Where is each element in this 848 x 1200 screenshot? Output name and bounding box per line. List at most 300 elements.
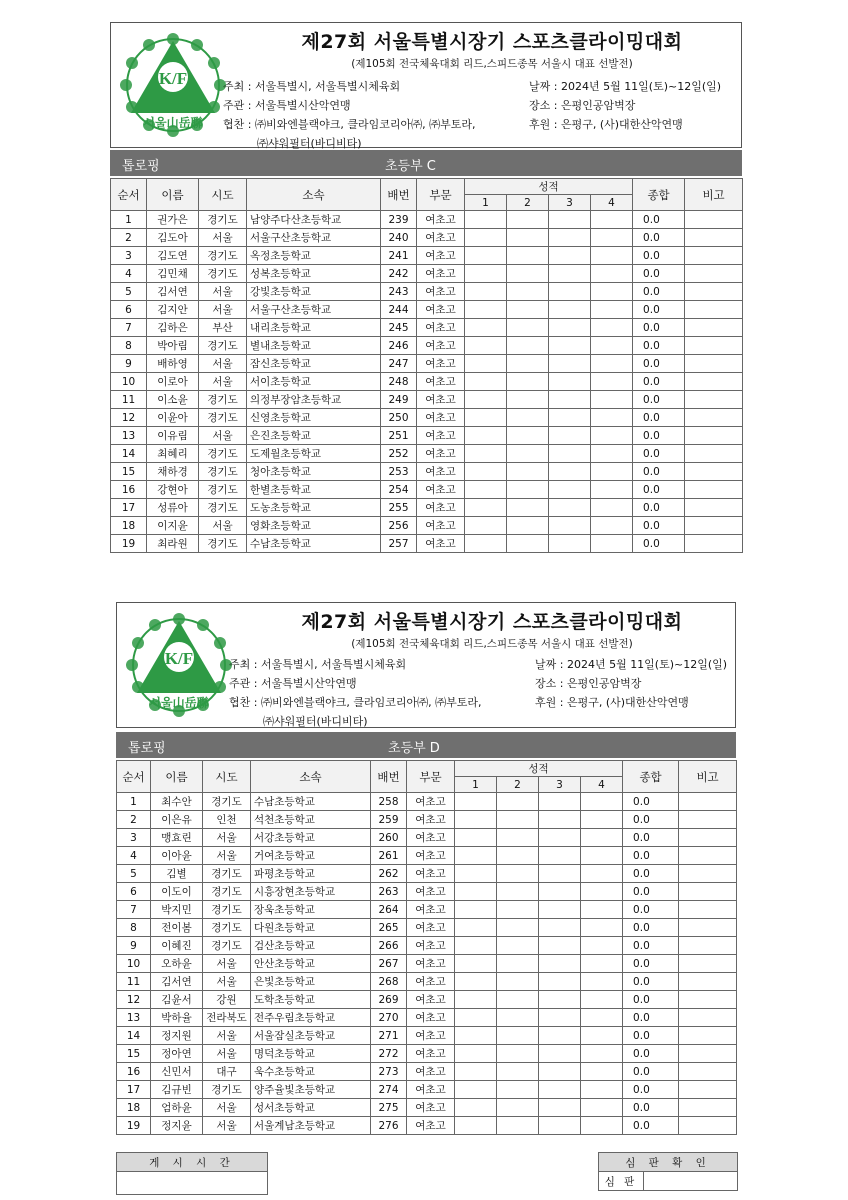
row-note	[685, 409, 743, 427]
row-round-4	[591, 229, 633, 247]
row-round-4	[591, 283, 633, 301]
row-round-2	[507, 211, 549, 229]
row-name: 김규빈	[151, 1081, 203, 1099]
row-bib: 260	[371, 829, 407, 847]
row-note	[679, 955, 737, 973]
results-body	[111, 211, 743, 553]
row-affiliation: 거여초등학교	[251, 847, 371, 865]
row-affiliation: 수남초등학교	[251, 793, 371, 811]
row-bib: 275	[371, 1099, 407, 1117]
row-round-2	[497, 811, 539, 829]
row-bib: 246	[381, 337, 417, 355]
row-region: 부산	[199, 319, 247, 337]
row-round-3	[539, 937, 581, 955]
row-round-3	[539, 793, 581, 811]
row-region: 서울	[199, 355, 247, 373]
row-round-2	[497, 1063, 539, 1081]
row-round-1	[465, 229, 507, 247]
row-name: 정지윤	[151, 1117, 203, 1135]
row-round-4	[581, 811, 623, 829]
row-round-4	[581, 1045, 623, 1063]
row-round-3	[539, 1027, 581, 1045]
row-bib: 247	[381, 355, 417, 373]
row-name: 김지안	[147, 301, 199, 319]
row-region: 경기도	[203, 793, 251, 811]
row-total: 0.0	[623, 937, 679, 955]
row-note	[679, 865, 737, 883]
row-region: 서울	[199, 517, 247, 535]
row-round-2	[497, 883, 539, 901]
row-round-2	[497, 793, 539, 811]
row-round-2	[507, 481, 549, 499]
row-category: 여초고	[407, 829, 455, 847]
row-category: 여초고	[417, 337, 465, 355]
row-round-2	[507, 535, 549, 553]
row-region: 경기도	[199, 445, 247, 463]
row-note	[685, 247, 743, 265]
row-note	[685, 265, 743, 283]
row-name: 이소윤	[147, 391, 199, 409]
row-affiliation: 도제월초등학교	[247, 445, 381, 463]
row-name: 이혜진	[151, 937, 203, 955]
row-name: 이지윤	[147, 517, 199, 535]
row-round-4	[581, 1117, 623, 1135]
row-round-1	[465, 409, 507, 427]
row-round-1	[465, 265, 507, 283]
row-total: 0.0	[633, 535, 685, 553]
row-round-3	[539, 1081, 581, 1099]
group-name: 초등부 D	[388, 741, 440, 756]
judge-signature	[644, 1172, 738, 1191]
row-region: 경기도	[199, 337, 247, 355]
row-total: 0.0	[633, 481, 685, 499]
logo-caption: 서울山岳聯	[149, 696, 209, 710]
row-no: 11	[117, 973, 151, 991]
row-affiliation: 내리초등학교	[247, 319, 381, 337]
table-row	[117, 829, 737, 847]
row-category: 여초고	[407, 1027, 455, 1045]
row-round-1	[455, 793, 497, 811]
row-round-1	[455, 919, 497, 937]
row-round-3	[539, 973, 581, 991]
row-region: 전라북도	[203, 1009, 251, 1027]
row-category: 여초고	[417, 463, 465, 481]
row-affiliation: 강빛초등학교	[247, 283, 381, 301]
judge-label: 심 판	[599, 1172, 644, 1191]
table-row	[111, 229, 743, 247]
row-name: 김하은	[147, 319, 199, 337]
row-bib: 274	[371, 1081, 407, 1099]
row-round-2	[507, 265, 549, 283]
row-round-1	[465, 211, 507, 229]
event-band	[110, 150, 742, 176]
row-round-1	[455, 1063, 497, 1081]
header-bib: 배번	[371, 761, 407, 793]
row-category: 여초고	[417, 481, 465, 499]
row-total: 0.0	[623, 991, 679, 1009]
row-round-4	[581, 883, 623, 901]
header-round-2: 2	[507, 195, 549, 211]
table-row	[111, 211, 743, 229]
posting-time-label: 게 시 시 간	[117, 1153, 268, 1172]
row-round-2	[497, 1117, 539, 1135]
row-affiliation: 도학초등학교	[251, 991, 371, 1009]
row-round-3	[549, 391, 591, 409]
row-no: 8	[111, 337, 147, 355]
row-round-4	[591, 481, 633, 499]
row-affiliation: 안산초등학교	[251, 955, 371, 973]
row-no: 17	[111, 499, 147, 517]
venue-text: 장소 : 은평인공암벽장	[535, 677, 642, 690]
row-category: 여초고	[407, 811, 455, 829]
row-category: 여초고	[407, 973, 455, 991]
row-bib: 240	[381, 229, 417, 247]
row-round-2	[507, 337, 549, 355]
row-affiliation: 장욱초등학교	[251, 901, 371, 919]
row-no: 3	[111, 247, 147, 265]
row-affiliation: 서울구산초등학교	[247, 229, 381, 247]
row-affiliation: 욱수초등학교	[251, 1063, 371, 1081]
row-category: 여초고	[407, 955, 455, 973]
row-round-1	[455, 1027, 497, 1045]
row-category: 여초고	[407, 793, 455, 811]
row-round-3	[539, 883, 581, 901]
row-note	[679, 919, 737, 937]
row-round-3	[539, 901, 581, 919]
row-total: 0.0	[623, 973, 679, 991]
row-round-1	[465, 445, 507, 463]
table-row	[111, 283, 743, 301]
row-name: 김도연	[147, 247, 199, 265]
event-info-left	[229, 655, 481, 731]
row-no: 17	[117, 1081, 151, 1099]
header-score: 성적	[455, 761, 623, 777]
row-region: 서울	[199, 283, 247, 301]
row-name: 이아윤	[151, 847, 203, 865]
row-region: 경기도	[199, 247, 247, 265]
row-round-3	[539, 1117, 581, 1135]
row-name: 박아림	[147, 337, 199, 355]
row-region: 경기도	[203, 865, 251, 883]
row-no: 2	[117, 811, 151, 829]
row-category: 여초고	[417, 355, 465, 373]
row-bib: 242	[381, 265, 417, 283]
row-bib: 241	[381, 247, 417, 265]
row-note	[679, 1081, 737, 1099]
row-round-1	[465, 427, 507, 445]
row-affiliation: 잠신초등학교	[247, 355, 381, 373]
row-note	[685, 427, 743, 445]
row-bib: 250	[381, 409, 417, 427]
row-affiliation: 양주율빛초등학교	[251, 1081, 371, 1099]
row-name: 이로아	[147, 373, 199, 391]
row-name: 배하영	[147, 355, 199, 373]
row-note	[679, 1117, 737, 1135]
result-sheet-c	[110, 22, 742, 572]
row-region: 서울	[203, 955, 251, 973]
row-round-1	[455, 811, 497, 829]
row-round-2	[497, 1099, 539, 1117]
row-round-4	[591, 211, 633, 229]
row-total: 0.0	[623, 955, 679, 973]
row-round-1	[465, 301, 507, 319]
row-region: 경기도	[199, 265, 247, 283]
row-region: 경기도	[199, 481, 247, 499]
row-affiliation: 성서초등학교	[251, 1099, 371, 1117]
row-no: 12	[117, 991, 151, 1009]
header-round-3: 3	[549, 195, 591, 211]
posting-time-box	[116, 1152, 268, 1195]
organizer-text: 주관 : 서울특별시산악연맹	[223, 99, 351, 112]
sponsor-text-2: ㈜샤워필터(바디비타)	[263, 715, 368, 728]
row-round-1	[455, 1117, 497, 1135]
row-bib: 256	[381, 517, 417, 535]
row-note	[679, 1063, 737, 1081]
row-round-2	[497, 847, 539, 865]
row-category: 여초고	[417, 247, 465, 265]
row-round-3	[549, 535, 591, 553]
table-row	[117, 1009, 737, 1027]
host-text: 주최 : 서울특별시, 서울특별시체육회	[229, 658, 407, 671]
row-bib: 262	[371, 865, 407, 883]
date-text: 날짜 : 2024년 5월 11일(토)~12일(일)	[535, 658, 728, 671]
table-row	[111, 247, 743, 265]
row-affiliation: 도농초등학교	[247, 499, 381, 517]
row-round-4	[591, 535, 633, 553]
sponsor-text-2: ㈜샤워필터(바디비타)	[257, 137, 362, 150]
support-text: 후원 : 은평구, (사)대한산악연맹	[535, 696, 689, 709]
row-no: 14	[111, 445, 147, 463]
row-category: 여초고	[407, 883, 455, 901]
header-round-2: 2	[497, 777, 539, 793]
row-round-3	[549, 247, 591, 265]
row-total: 0.0	[623, 1099, 679, 1117]
row-no: 19	[117, 1117, 151, 1135]
row-affiliation: 한별초등학교	[247, 481, 381, 499]
row-round-1	[465, 355, 507, 373]
row-round-3	[539, 847, 581, 865]
row-total: 0.0	[633, 211, 685, 229]
row-round-3	[549, 481, 591, 499]
judge-check-label: 심 판 확 인	[599, 1153, 738, 1172]
row-name: 성류아	[147, 499, 199, 517]
row-category: 여초고	[407, 1009, 455, 1027]
row-note	[685, 337, 743, 355]
row-region: 경기도	[199, 463, 247, 481]
row-round-1	[455, 1009, 497, 1027]
row-round-2	[497, 991, 539, 1009]
row-bib: 252	[381, 445, 417, 463]
organizer-text: 주관 : 서울특별시산악연맹	[229, 677, 357, 690]
row-no: 2	[111, 229, 147, 247]
header-round-4: 4	[581, 777, 623, 793]
row-region: 서울	[199, 427, 247, 445]
row-round-4	[591, 517, 633, 535]
judge-check-box	[598, 1152, 738, 1191]
row-round-2	[497, 919, 539, 937]
row-category: 여초고	[407, 1117, 455, 1135]
row-total: 0.0	[633, 301, 685, 319]
row-round-4	[591, 391, 633, 409]
row-no: 11	[111, 391, 147, 409]
row-round-1	[455, 901, 497, 919]
row-note	[679, 991, 737, 1009]
row-no: 3	[117, 829, 151, 847]
table-row	[117, 847, 737, 865]
row-round-3	[549, 301, 591, 319]
row-region: 경기도	[203, 937, 251, 955]
row-total: 0.0	[623, 1063, 679, 1081]
row-round-3	[549, 373, 591, 391]
row-note	[679, 793, 737, 811]
row-region: 서울	[203, 829, 251, 847]
sponsor-text: 협찬 : ㈜비와엔블랙야크, 클라임코리아㈜, ㈜부토라,	[223, 118, 476, 131]
row-bib: 248	[381, 373, 417, 391]
row-bib: 254	[381, 481, 417, 499]
row-round-4	[581, 919, 623, 937]
row-name: 최혜리	[147, 445, 199, 463]
row-region: 경기도	[199, 211, 247, 229]
row-category: 여초고	[417, 409, 465, 427]
row-round-4	[591, 427, 633, 445]
row-category: 여초고	[407, 919, 455, 937]
row-name: 엄하윤	[151, 1099, 203, 1117]
row-name: 정지원	[151, 1027, 203, 1045]
row-note	[679, 811, 737, 829]
table-row	[111, 355, 743, 373]
table-row	[111, 301, 743, 319]
row-round-3	[549, 427, 591, 445]
row-no: 6	[111, 301, 147, 319]
row-round-4	[591, 445, 633, 463]
row-no: 13	[117, 1009, 151, 1027]
row-no: 5	[117, 865, 151, 883]
table-row	[117, 1081, 737, 1099]
table-row	[111, 499, 743, 517]
logo-caption: 서울山岳聯	[143, 116, 203, 130]
row-round-4	[591, 499, 633, 517]
row-affiliation: 파평초등학교	[251, 865, 371, 883]
row-name: 이유림	[147, 427, 199, 445]
row-round-4	[581, 1027, 623, 1045]
row-region: 경기도	[199, 499, 247, 517]
row-round-4	[591, 409, 633, 427]
logo-text: K/F	[158, 69, 188, 88]
support-text: 후원 : 은평구, (사)대한산악연맹	[529, 118, 683, 131]
table-row	[117, 1063, 737, 1081]
row-no: 18	[117, 1099, 151, 1117]
row-note	[679, 1099, 737, 1117]
row-note	[685, 463, 743, 481]
header-name: 이름	[151, 761, 203, 793]
row-name: 김서연	[151, 973, 203, 991]
row-note	[685, 445, 743, 463]
row-category: 여초고	[407, 1045, 455, 1063]
row-round-3	[549, 319, 591, 337]
header-region: 시도	[199, 179, 247, 211]
row-note	[685, 283, 743, 301]
row-round-4	[591, 373, 633, 391]
row-round-3	[539, 1045, 581, 1063]
header-note: 비고	[679, 761, 737, 793]
row-note	[679, 1027, 737, 1045]
table-row	[117, 955, 737, 973]
row-total: 0.0	[623, 901, 679, 919]
table-row	[111, 427, 743, 445]
header-category: 부문	[417, 179, 465, 211]
row-name: 김도아	[147, 229, 199, 247]
row-round-3	[549, 355, 591, 373]
row-category: 여초고	[417, 445, 465, 463]
row-bib: 245	[381, 319, 417, 337]
row-round-2	[497, 955, 539, 973]
row-round-3	[539, 1099, 581, 1117]
row-note	[685, 499, 743, 517]
row-affiliation: 서강초등학교	[251, 829, 371, 847]
row-name: 박하율	[151, 1009, 203, 1027]
row-round-1	[465, 337, 507, 355]
row-region: 서울	[203, 1027, 251, 1045]
row-round-2	[507, 391, 549, 409]
row-name: 이은유	[151, 811, 203, 829]
row-note	[679, 901, 737, 919]
row-affiliation: 서울계남초등학교	[251, 1117, 371, 1135]
row-name: 김서연	[147, 283, 199, 301]
row-round-4	[581, 1063, 623, 1081]
row-total: 0.0	[633, 445, 685, 463]
row-round-4	[581, 793, 623, 811]
row-name: 최라원	[147, 535, 199, 553]
row-no: 10	[111, 373, 147, 391]
row-name: 정아연	[151, 1045, 203, 1063]
row-round-1	[465, 283, 507, 301]
table-row	[117, 1117, 737, 1135]
row-bib: 268	[371, 973, 407, 991]
row-round-1	[465, 463, 507, 481]
row-name: 김윤서	[151, 991, 203, 1009]
row-no: 7	[117, 901, 151, 919]
row-round-2	[507, 499, 549, 517]
row-round-2	[497, 1027, 539, 1045]
header-round-1: 1	[455, 777, 497, 793]
posting-time-value	[117, 1172, 268, 1195]
row-total: 0.0	[623, 883, 679, 901]
row-round-2	[507, 229, 549, 247]
row-name: 전이봄	[151, 919, 203, 937]
row-round-3	[539, 865, 581, 883]
row-round-1	[455, 991, 497, 1009]
row-name: 오하윤	[151, 955, 203, 973]
row-round-1	[465, 535, 507, 553]
row-total: 0.0	[633, 337, 685, 355]
row-round-2	[507, 301, 549, 319]
row-bib: 243	[381, 283, 417, 301]
row-round-3	[539, 829, 581, 847]
row-no: 6	[117, 883, 151, 901]
row-round-1	[465, 373, 507, 391]
federation-logo-icon	[117, 27, 229, 143]
table-row	[117, 811, 737, 829]
row-bib: 258	[371, 793, 407, 811]
row-affiliation: 별내초등학교	[247, 337, 381, 355]
row-category: 여초고	[417, 535, 465, 553]
row-round-1	[465, 517, 507, 535]
table-row	[117, 901, 737, 919]
row-no: 1	[117, 793, 151, 811]
page-subtitle: (제105회 전국체육대회 리드,스피드종목 서울시 대표 선발전)	[351, 58, 633, 70]
row-region: 경기도	[203, 919, 251, 937]
results-table	[116, 760, 737, 1135]
